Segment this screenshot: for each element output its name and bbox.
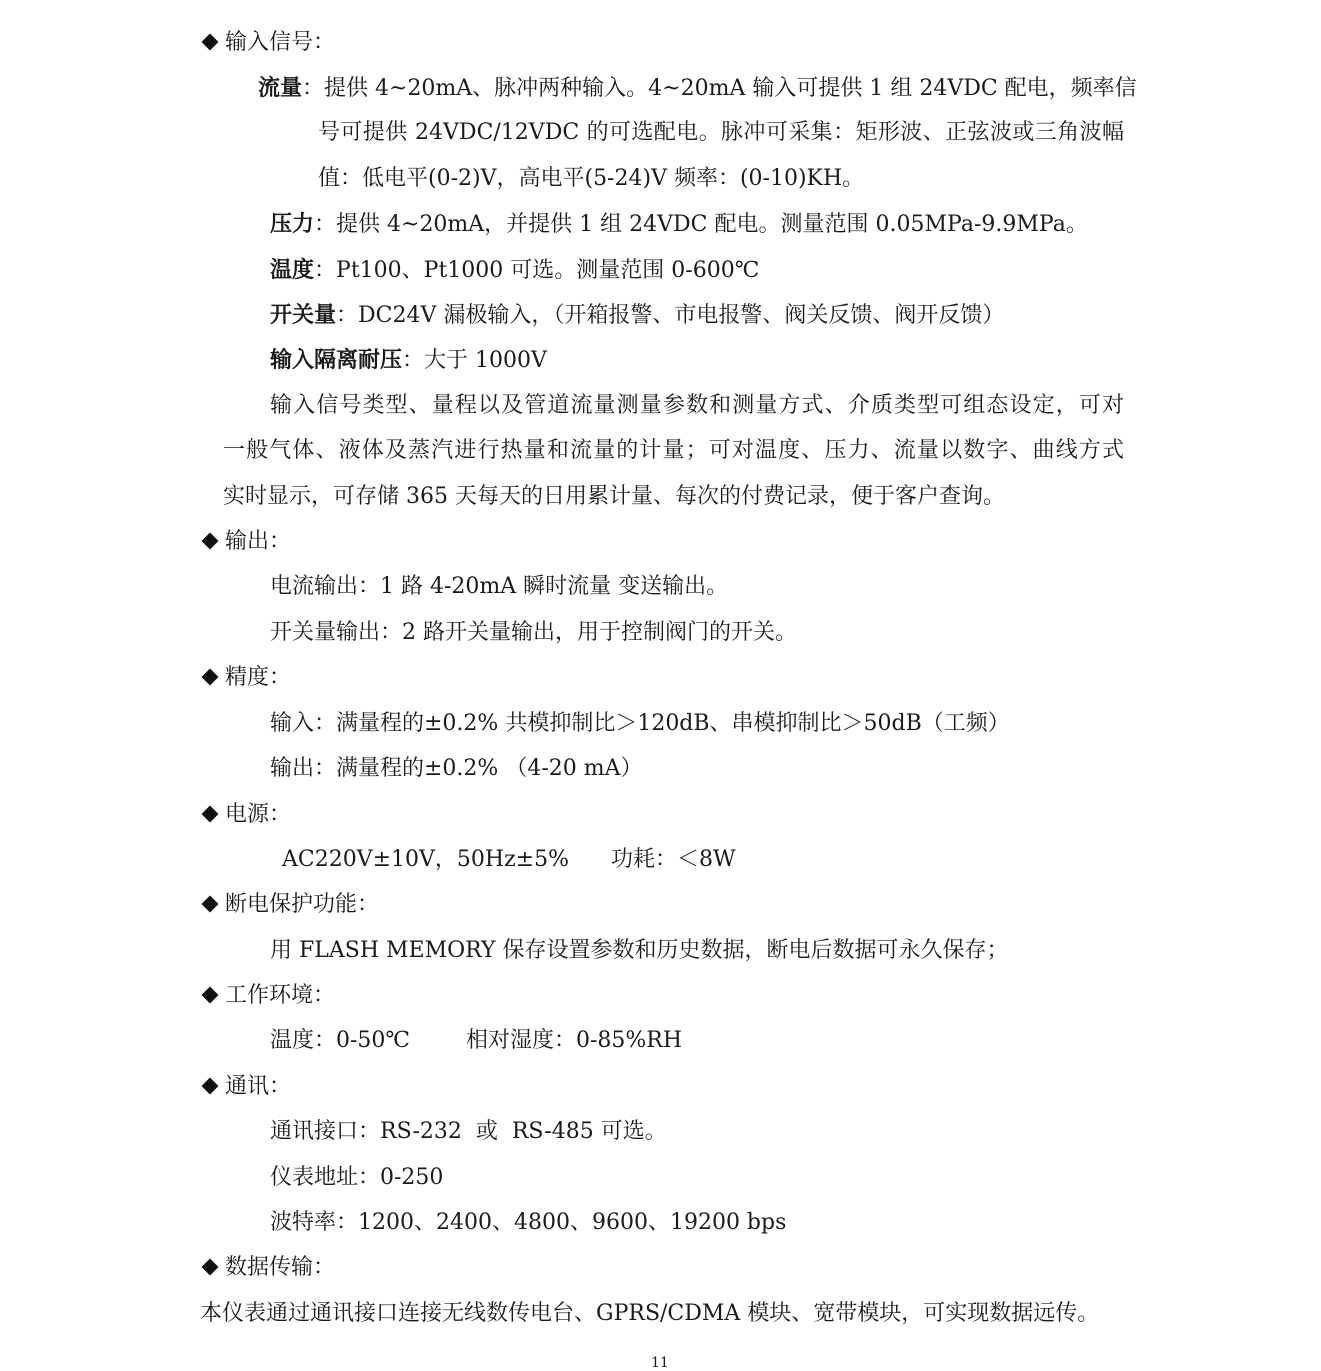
temperature-text: ：Pt100、Pt1000 可选。测量范围 0-600℃ [314,258,760,283]
comm-interface-line: 通讯接口：RS-232 或 RS-485 可选。 [270,1119,667,1144]
input-paragraph-line-2: 一般气体、液体及蒸汽进行热量和流量的计量；可对温度、压力、流量以数字、曲线方式 [223,438,1124,463]
input-paragraph-line-3: 实时显示，可存储 365 天每天的日用累计量、每次的付费记录，便于客户查询。 [223,484,1005,509]
diamond-bullet-icon [202,1258,219,1275]
pressure-line [270,209,1088,240]
diamond-bullet-icon [202,1077,219,1094]
diamond-bullet-icon [202,895,219,912]
flow-label: 流量 [258,75,303,101]
page-number: 11 [651,1355,669,1371]
data-transfer-line: 本仪表通过通讯接口连接无线数传电台、GPRS/CDMA 模块、宽带模块，可实现数据远传。 [200,1301,1100,1326]
flow-line-1 [258,73,1137,104]
isolation-text: ：大于 1000V [402,348,547,373]
switch-input-text: ：DC24V 漏极输入，（开箱报警、市电报警、阀关反馈、阀开反馈） [336,303,1005,328]
current-output-line: 电流输出：1 路 4-20mA 瞬时流量 变送输出。 [270,574,729,599]
switch-input-label: 开关量 [270,302,337,328]
input-signal-heading: 输入信号： [200,28,335,58]
communication-heading: 通讯： [200,1072,291,1102]
flow-line-2: 号可提供 24VDC/12VDC 的可选配电。脉冲可采集：矩形波、正弦波或三角波幅 [318,120,1124,145]
diamond-bullet-icon [202,805,219,822]
precision-output-line: 输出：满量程的±0.2% （4-20 mA） [270,756,643,781]
pressure-label: 压力 [270,211,315,237]
power-spec-line: AC220V±10V，50Hz±5% 功耗：＜8W [282,847,736,872]
environment-line: 温度：0-50℃ 相对湿度：0-85%RH [270,1028,683,1053]
temperature-label: 温度 [270,257,315,283]
isolation-label: 输入隔离耐压 [270,347,403,373]
environment-heading: 工作环境： [200,981,335,1011]
power-failure-line: 用 FLASH MEMORY 保存设置参数和历史数据，断电后数据可永久保存； [270,938,1009,963]
isolation-line [270,345,547,376]
flow-text: ：提供 4~20mA、脉冲两种输入。4~20mA 输入可提供 1 组 24VDC 配电，频率信 [302,76,1137,101]
diamond-bullet-icon [202,668,219,685]
pressure-text: ：提供 4~20mA，并提供 1 组 24VDC 配电。测量范围 0.05MPa-9.9MPa。 [314,212,1088,237]
comm-address-line: 仪表地址：0-250 [270,1165,444,1190]
power-failure-heading: 断电保护功能： [200,890,379,920]
switch-output-line: 开关量输出：2 路开关量输出，用于控制阀门的开关。 [270,620,797,645]
diamond-bullet-icon [202,532,219,549]
diamond-bullet-icon [202,33,219,50]
temperature-line [270,255,759,286]
diamond-bullet-icon [202,986,219,1003]
switch-input-line [270,300,1004,331]
power-heading: 电源： [200,800,291,830]
data-transfer-heading: 数据传输： [200,1253,335,1283]
flow-line-3: 值：低电平(0-2)V，高电平(5-24)V 频率：(0-10)KH。 [318,166,865,191]
precision-heading: 精度： [200,663,291,693]
precision-input-line: 输入：满量程的±0.2% 共模抑制比＞120dB、串模抑制比＞50dB（工频） [270,711,1010,736]
output-heading: 输出： [200,527,291,557]
input-paragraph-line-1: 输入信号类型、量程以及管道流量测量参数和测量方式、介质类型可组态设定，可对 [270,393,1124,418]
comm-baud-line: 波特率：1200、2400、4800、9600、19200 bps [270,1210,787,1235]
